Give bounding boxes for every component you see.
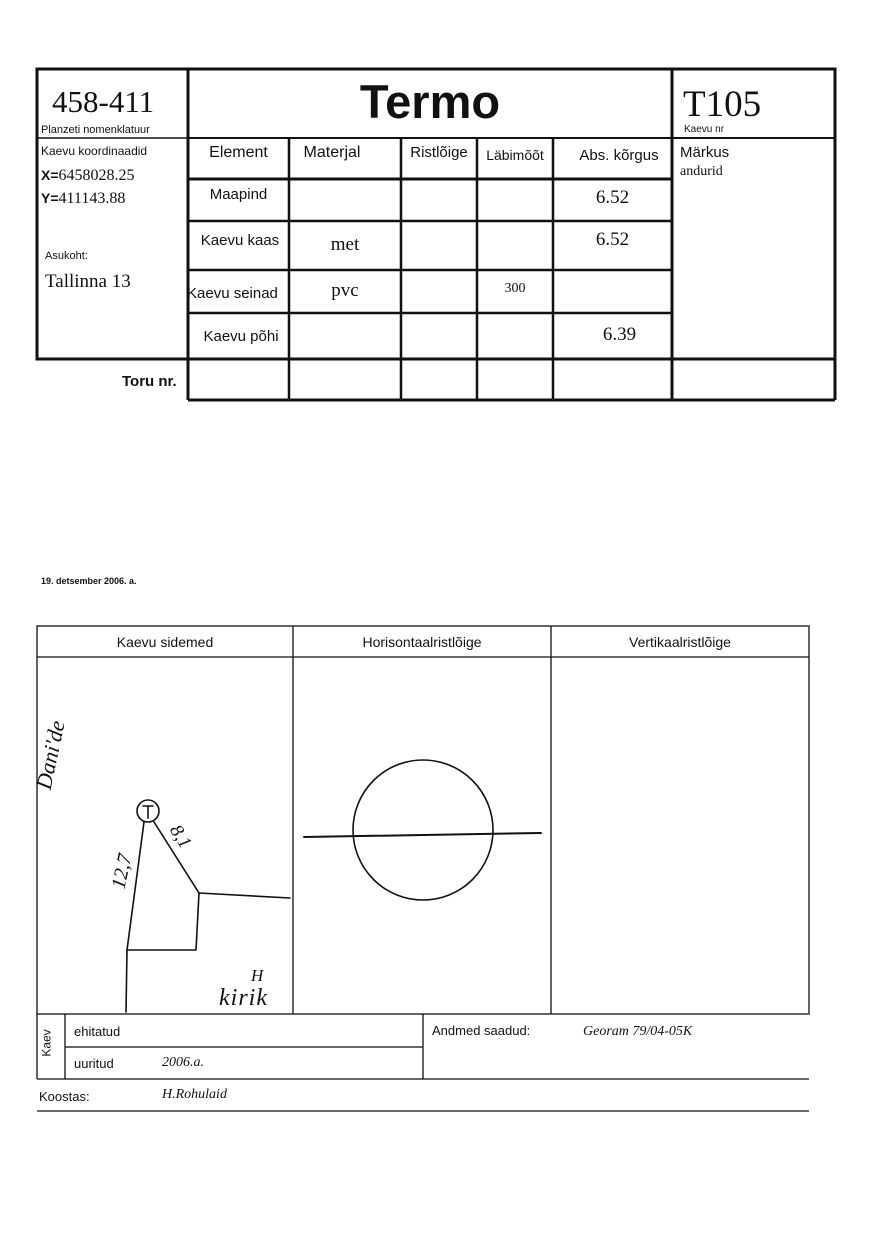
row-kaevu-seinad-element: Kaevu seinad [187,285,278,302]
nomenclature-number: 458-411 [52,84,155,119]
x-label: X= [41,167,59,183]
row-kaevu-pohi-abs-height: 6.39 [602,324,637,345]
horizontal-section-circle [353,760,493,900]
document-date: 19. detsember 2006. a. [41,576,137,586]
built-label: ehitatud [74,1024,121,1039]
remarks-value: andurid [680,164,723,179]
nomenclature-label: Planzeti nomenklatuur [41,124,150,136]
sketch-distance-b: 8,1 [165,821,196,853]
surveyed-value: 2006.a. [162,1055,204,1070]
y-label: Y= [41,190,59,206]
x-value: 6458028.25 [58,167,135,184]
row-kaevu-seinad-material: pvc [331,280,359,301]
x-coordinate [41,167,135,185]
column-header-diameter: Läbimõõt [486,147,544,163]
surveyed-label: uuritud [74,1056,114,1071]
sketch-header-horizontal: Horisontaalristlõige [362,634,482,650]
row-kaevu-kaas-material: met [330,234,360,255]
row-kaevu-pohi-element: Kaevu põhi [203,328,279,345]
compiled-by-label: Koostas: [39,1089,90,1104]
footer-side-label: Kaev [39,1029,54,1057]
sketch-cross-mark: H [251,966,264,985]
y-coordinate [41,190,125,208]
coordinates-label: Kaevu koordinaadid [41,144,148,158]
sketch-distance-a: 12,7 [107,851,137,891]
well-number-label: Kaevu nr [684,124,725,135]
sketch-header-vertical: Vertikaalristlõige [629,634,731,650]
row-kaevu-kaas-abs-height: 6.52 [595,229,630,250]
column-header-element: Element [209,144,268,161]
pipe-number-label: Toru nr. [122,373,177,390]
column-header-remarks: Märkus [680,144,730,161]
row-kaevu-kaas-element: Kaevu kaas [200,232,280,249]
data-source-label: Andmed saadud: [432,1023,531,1038]
row-maapind-abs-height: 6.52 [595,187,630,208]
row-maapind-element: Maapind [209,186,268,203]
compiled-by-value: H.Rohulaid [162,1087,227,1102]
page-title: Termo [359,75,501,128]
location-label: Asukoht: [45,250,88,262]
data-source-value: Georam 79/04-05K [583,1024,693,1039]
row-kaevu-seinad-diameter: 300 [504,281,526,296]
column-header-section: Ristlõige [410,144,468,161]
sketch-street-label: Dani'de [30,718,70,792]
column-header-abs-height: Abs. kõrgus [579,147,659,164]
y-value: 411143.88 [58,190,126,207]
location-value: Tallinna 13 [45,271,131,292]
well-number: T105 [683,84,762,125]
sketch-building-label: kirik [219,985,268,1011]
sketch-header-connections: Kaevu sidemed [116,634,214,650]
horizontal-section-axis [304,833,541,837]
column-header-material: Materjal [303,144,361,161]
